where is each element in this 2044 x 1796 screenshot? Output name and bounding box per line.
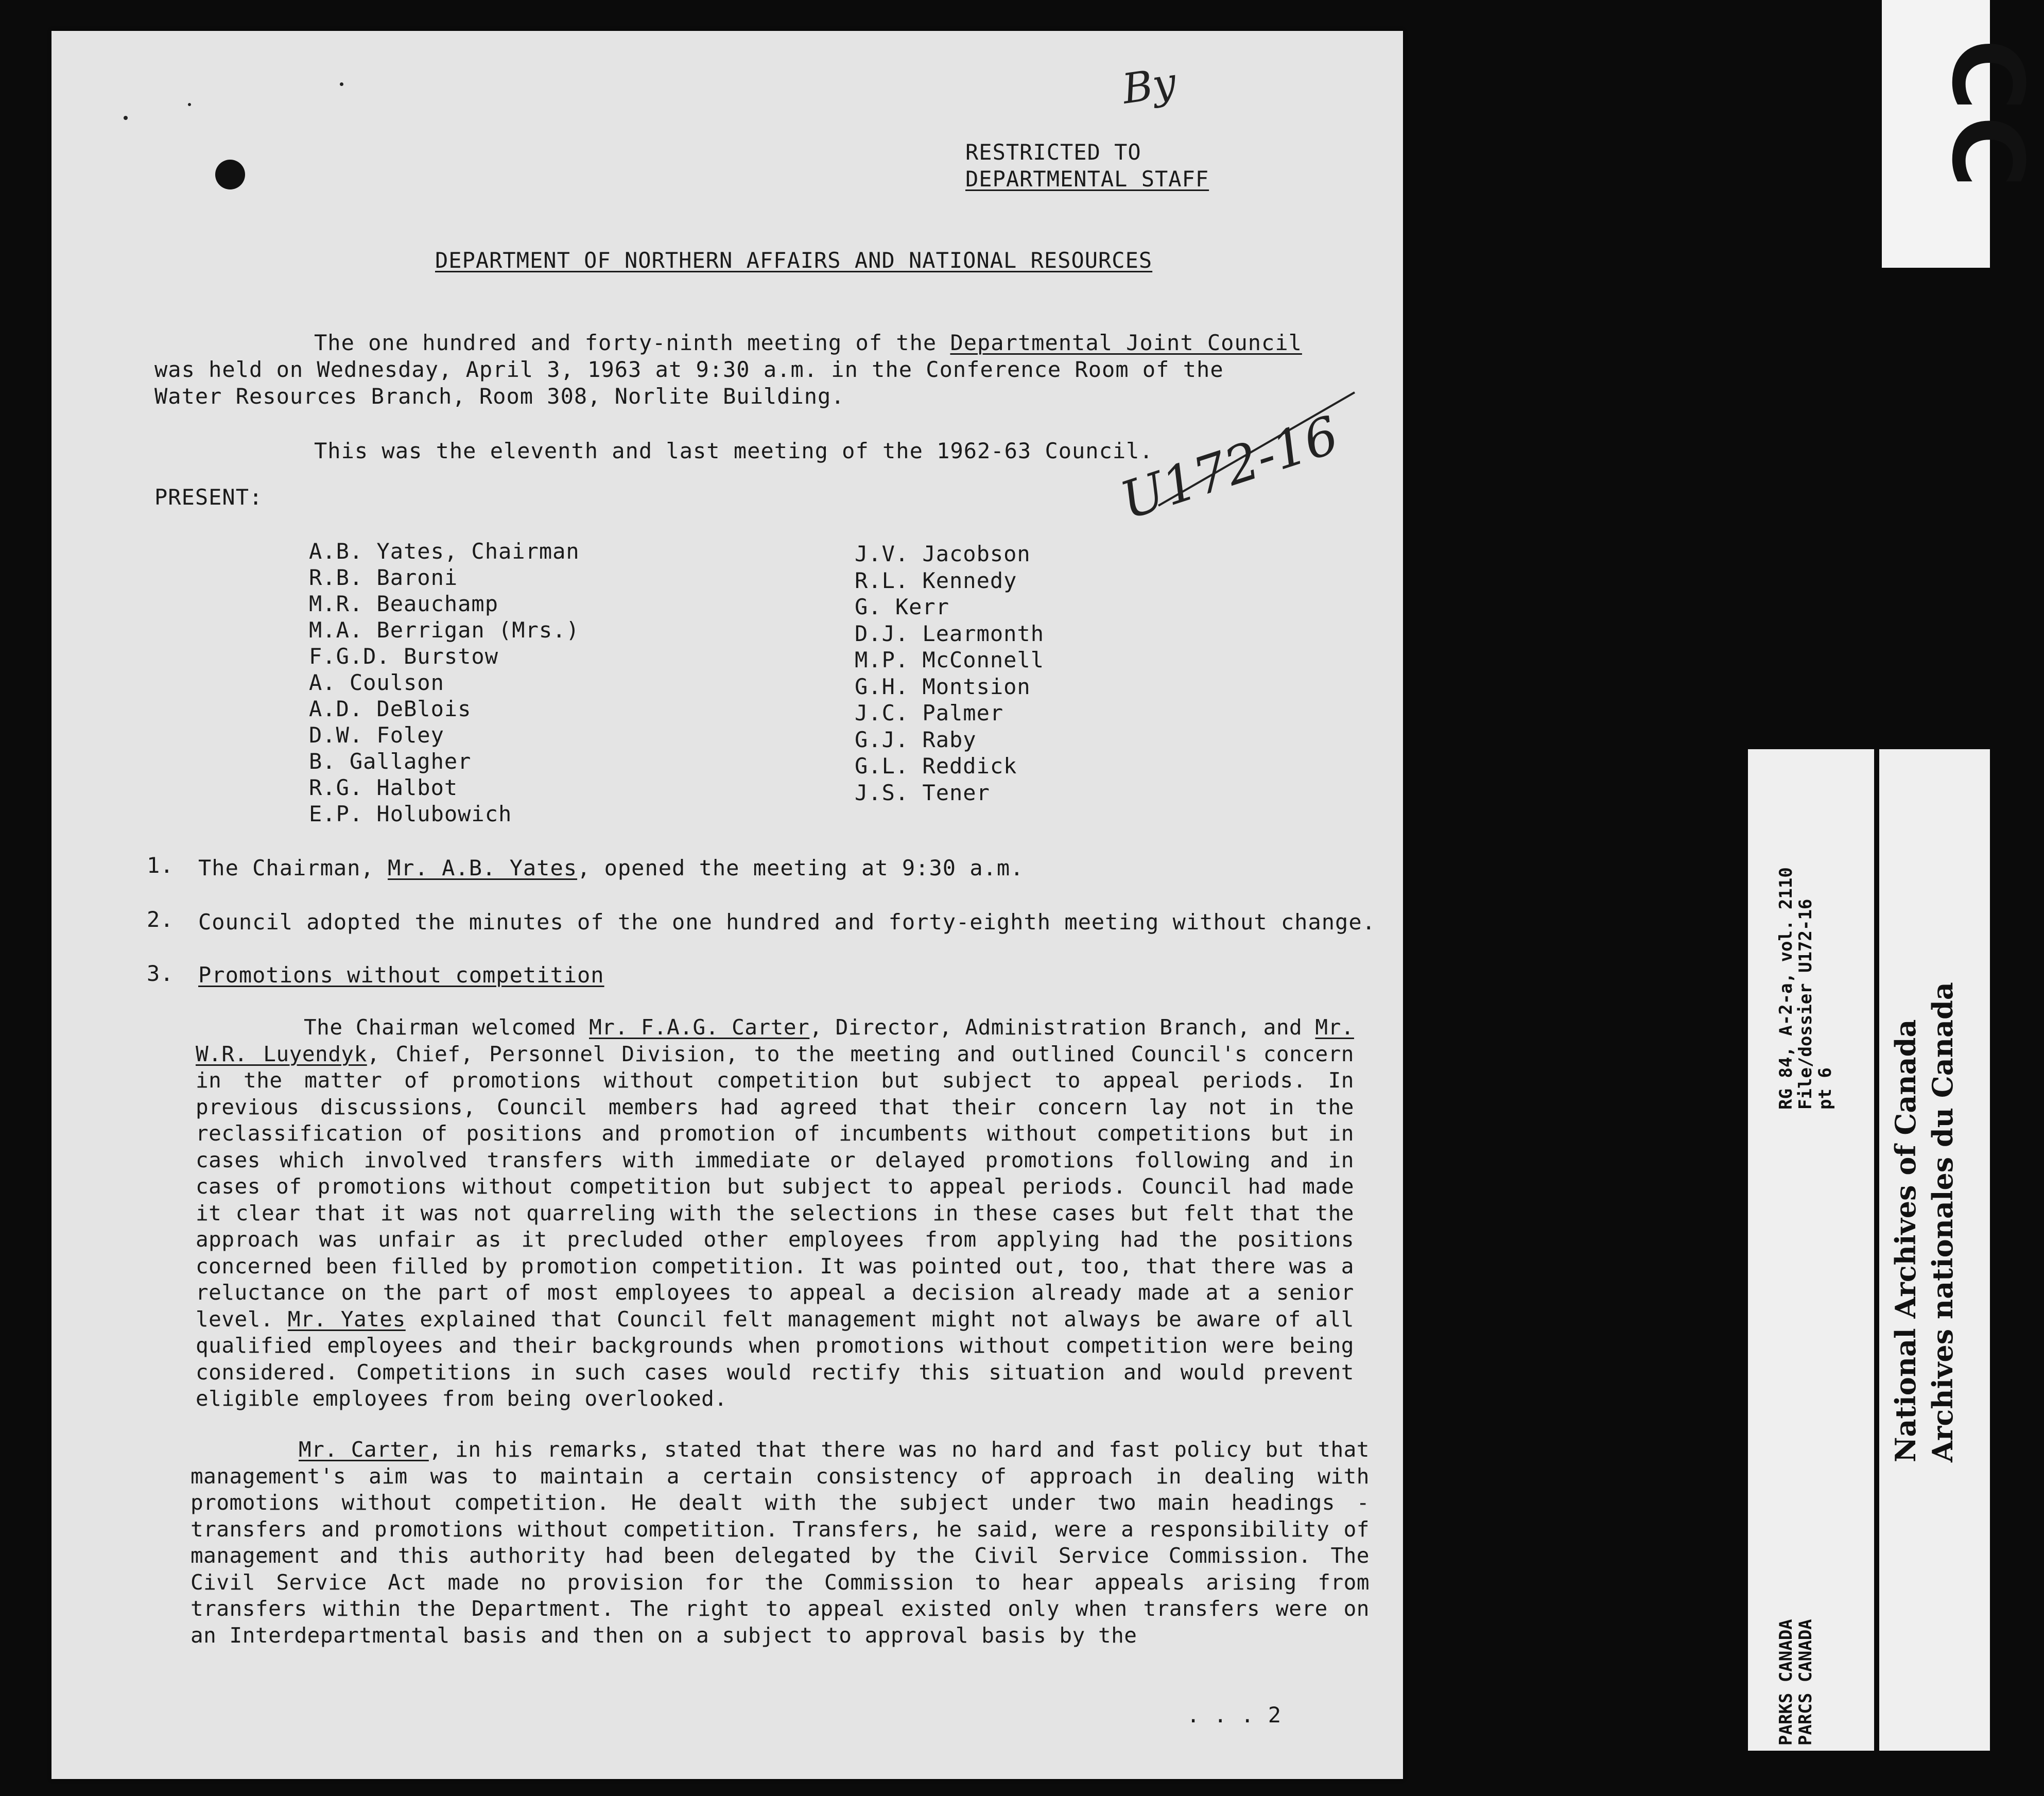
restricted-line1: RESTRICTED TO [965,140,1141,165]
punch-hole [215,160,245,189]
item3-title: Promotions without competition [198,962,604,988]
attendee-name: D.J. Learmonth [855,620,1045,646]
page-continuation: . . . 2 [1187,1702,1282,1728]
attendee-name: B. Gallagher [309,749,472,774]
attendee-name: D.W. Foley [309,722,444,748]
attendee-name: M.P. McConnell [855,647,1045,672]
scan-speck [188,103,191,106]
frame-tag-glyph: CC [1930,39,2044,193]
attendee-name: G. Kerr [855,594,950,619]
attendee-name: R.L. Kennedy [855,567,1017,593]
section3-paragraph2: Mr. Carter, in his remarks, stated that there was no hard and fast policy but that management's aim was to maintain a certain consistency of approach in dealing with promotions without competition. He dealt with the subject under two main headings - transfers and promotions without competition. Transfers, he said, were a responsibility of management and this authority had been delegated by the Civil Service Commission. The Civil Service Act made no provision for the Commission to hear appeals arising from transfers within the Department. The right to appeal existed only when transfers were on an Interdepartmental basis and then on a subject to approval basis by the [190,1437,1370,1648]
attendee-name: J.S. Tener [855,780,990,805]
attendee-name: J.V. Jacobson [855,541,1031,566]
intro-line3: Water Resources Branch, Room 308, Norlite Building. [154,384,845,409]
attendee-name: R.B. Baroni [309,565,458,590]
attendee-name: R.G. Halbot [309,775,458,800]
attendee-name: M.R. Beauchamp [309,591,499,616]
attendee-name: E.P. Holubowich [309,801,512,826]
attendee-name: A.D. DeBlois [309,696,472,721]
scan-speck [340,82,343,86]
parks-canada-label: PARKS CANADA PARCS CANADA [1776,1619,1816,1746]
intro-line2: was held on Wednesday, April 3, 1963 at 9:30 a.m. in the Conference Room of the [154,357,1224,382]
file-annotation: U172-16 [1113,404,1346,531]
national-archives-label: National Archives of Canada Archives nationales du Canada [1889,982,1959,1462]
label-divider [1874,749,1879,1751]
attendee-name: G.L. Reddick [855,753,1017,779]
archive-label [1748,749,1990,1751]
attendee-name: A. Coulson [309,670,444,695]
handwritten-initials: By [1119,58,1179,113]
archive-reference: RG 84, A-2-a, vol. 2110 File/dossier U172-16 pt 6 [1776,867,1835,1110]
attendee-name: G.H. Montsion [855,674,1031,699]
item1-text: The Chairman, Mr. A.B. Yates, opened the meeting at 9:30 a.m. [198,855,1024,880]
item3-number: 3. [147,961,174,986]
attendee-name: F.G.D. Burstow [309,644,499,669]
scan-speck [124,116,128,120]
item2-number: 2. [147,907,174,932]
intro-para2: This was the eleventh and last meeting of the 1962-63 Council. [314,438,1153,463]
document-page [51,31,1403,1779]
attendee-name: G.J. Raby [855,727,977,752]
attendee-name: A.B. Yates, Chairman [309,539,580,564]
department-title: DEPARTMENT OF NORTHERN AFFAIRS AND NATIONAL RESOURCES [435,248,1153,273]
frame-tag [1882,0,2044,268]
item1-number: 1. [147,853,174,878]
intro-line1: The one hundred and forty-ninth meeting of the Departmental Joint Council [314,330,1302,355]
attendee-name: J.C. Palmer [855,700,1004,726]
item2-text: Council adopted the minutes of the one hundred and forty-eighth meeting without change. [198,909,1376,935]
section3-paragraph1: The Chairman welcomed Mr. F.A.G. Carter, Director, Administration Branch, and Mr. W.R. Luyendyk, Chief, Personnel Division, to the meeting and outlined Council's concern in the matter of promotions without competition but subject to appeal periods. In previous discussions, Council members had agreed that their concern lay not in the reclassification of positions and promotion of incumbents without competitions but in cases which involved transfers with immediate or delayed promotions following and in cases of promotions without competition but subject to appeal periods. Council had made it clear that it was not quarreling with the selections in these cases but felt that the approach was unfair as it precluded other employees from applying had the positions concerned been filled by promotion competition. It was pointed out, too, that there was a reluctance on the part of most employees to appeal a decision already made at a senior level. Mr. Yates explained that Council felt management might not always be aware of all qualified employees and their backgrounds when promotions without competition were being considered. Competitions in such cases would rectify this situation and would prevent eligible employees from being overlooked. [196,1015,1354,1411]
present-label: PRESENT: [154,485,263,510]
attendee-name: M.A. Berrigan (Mrs.) [309,617,580,643]
restricted-line2: DEPARTMENTAL STAFF [965,166,1209,192]
